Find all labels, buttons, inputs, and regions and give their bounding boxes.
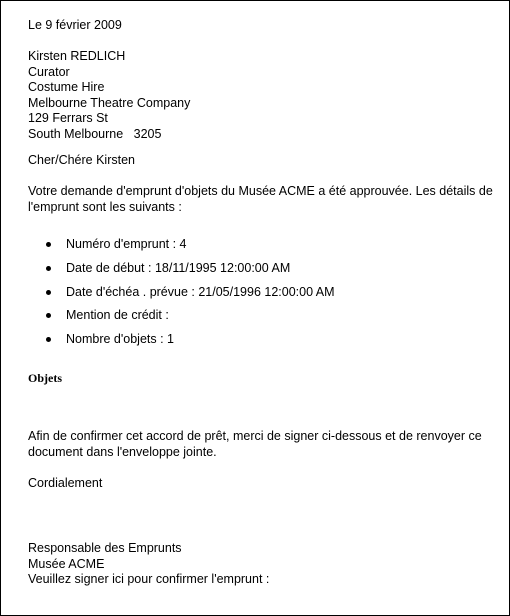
loan-number: Numéro d'emprunt : 4 bbox=[66, 237, 187, 251]
bullet-icon bbox=[46, 266, 51, 271]
recipient-title: Curator bbox=[28, 64, 70, 79]
due-date: Date d'échéa . prévue : 21/05/1996 12:00:00 AM bbox=[66, 284, 335, 299]
bullet-icon bbox=[46, 337, 51, 342]
bullet-icon bbox=[46, 242, 51, 247]
recipient-city-postcode: South Melbourne 3205 bbox=[28, 126, 162, 141]
bullet-icon bbox=[46, 313, 51, 318]
objects-heading: Objets bbox=[28, 371, 62, 385]
intro-block bbox=[28, 184, 495, 215]
signatory-organisation: Musée ACME bbox=[28, 556, 105, 571]
confirmation-paragraph: Afin de confirmer cet accord de prêt, merci de signer ci-dessous et de renvoyer ce document dans l'enveloppe jointe. bbox=[28, 429, 482, 459]
salutation: Cher/Chére Kirsten bbox=[28, 153, 135, 167]
closing: Cordialement bbox=[28, 476, 103, 490]
signatory-block bbox=[28, 541, 495, 588]
loan-details-list bbox=[28, 237, 335, 356]
list-item bbox=[28, 237, 335, 261]
signatory-role: Responsable des Emprunts bbox=[28, 541, 182, 555]
recipient-organisation: Melbourne Theatre Company bbox=[28, 95, 191, 110]
confirmation-block bbox=[28, 429, 495, 460]
list-item bbox=[28, 308, 335, 332]
list-item bbox=[28, 332, 335, 356]
recipient-name: Kirsten REDLICH bbox=[28, 49, 126, 63]
credit-line: Mention de crédit : bbox=[66, 308, 169, 323]
list-item bbox=[28, 261, 335, 285]
recipient-address bbox=[28, 49, 495, 142]
intro-paragraph: Votre demande d'emprunt d'objets du Musée ACME a été approuvée. Les détails de l'emprunt sont les suivants : bbox=[28, 184, 493, 214]
bullet-icon bbox=[46, 290, 51, 295]
letter-date-block bbox=[28, 18, 495, 34]
salutation-block bbox=[28, 153, 495, 169]
list-item bbox=[28, 285, 335, 309]
recipient-department: Costume Hire bbox=[28, 80, 105, 94]
object-count: Nombre d'objets : 1 bbox=[66, 332, 174, 347]
closing-block bbox=[28, 476, 495, 492]
start-date: Date de début : 18/11/1995 12:00:00 AM bbox=[66, 260, 291, 275]
signature-instruction: Veuillez signer ici pour confirmer l'emprunt : bbox=[28, 572, 270, 586]
letter-date: Le 9 février 2009 bbox=[28, 18, 122, 32]
recipient-street: 129 Ferrars St bbox=[28, 111, 108, 125]
